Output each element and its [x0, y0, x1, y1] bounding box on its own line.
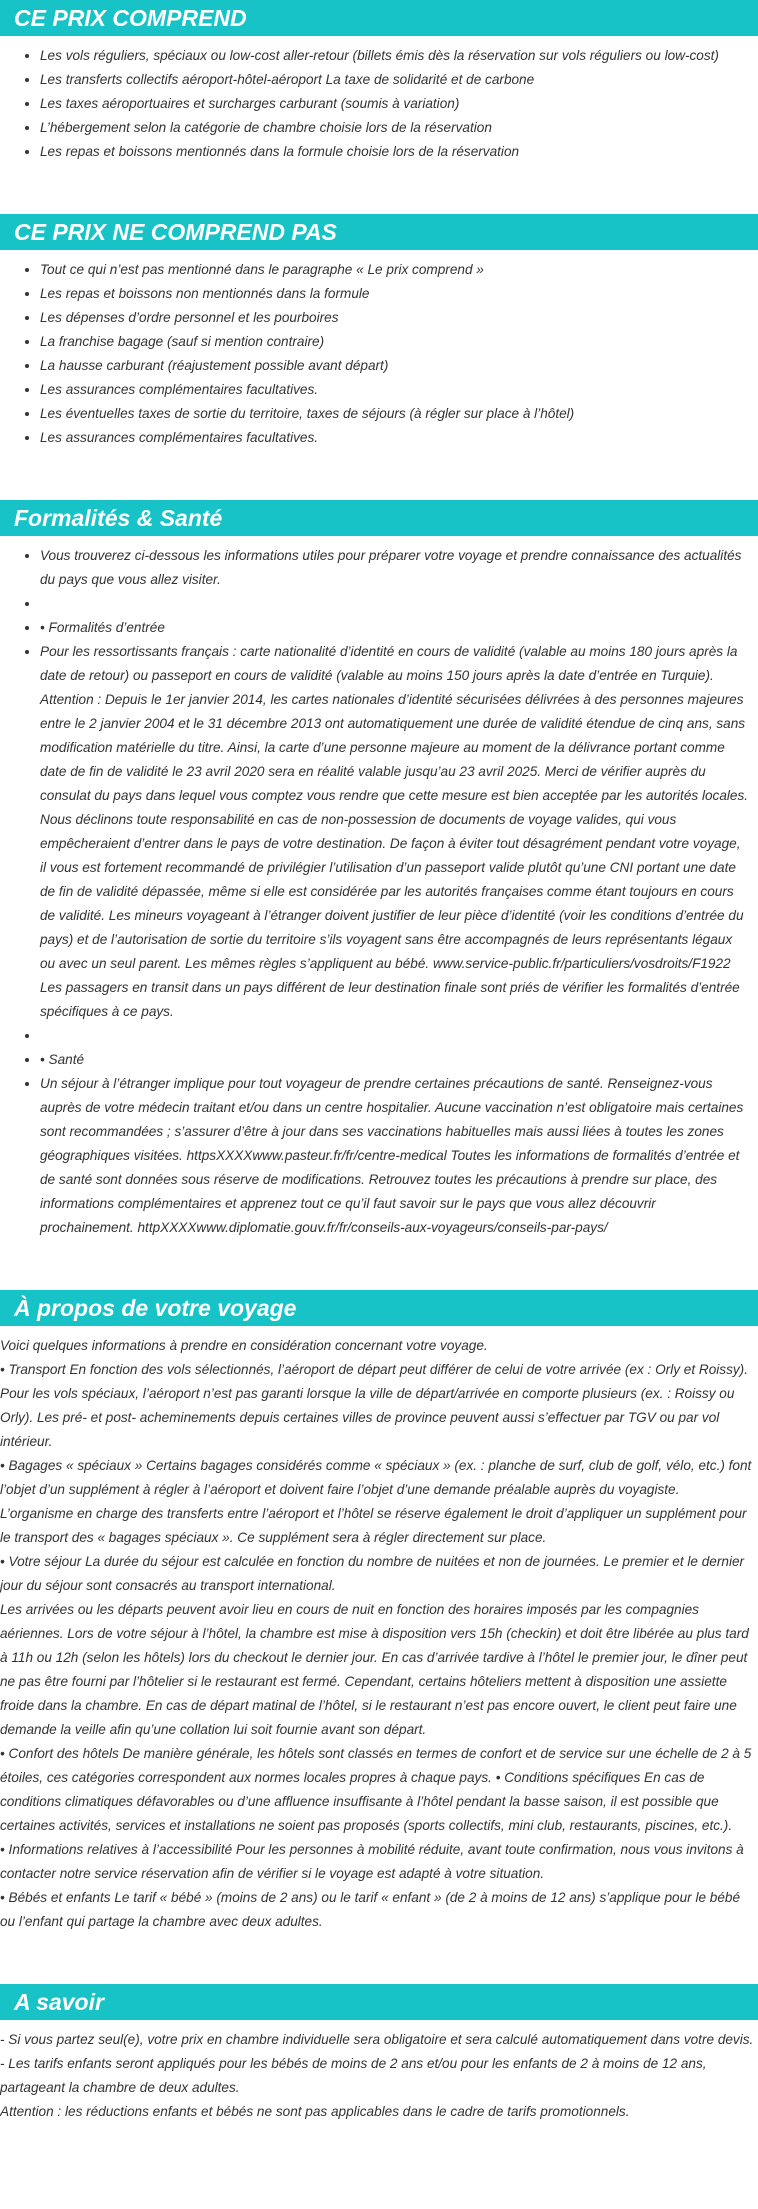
paragraph: • Bagages « spéciaux » Certains bagages considérés comme « spéciaux » (ex. : planche de surf, club de golf, vélo, etc.) font l’objet d’un supplément à régler à l’aéroport et doivent faire l’objet d’une demande préalable auprès du voyagiste. L’organisme en charge des transferts entre l’aéroport et l’hôtel se réserve également le droit d’appliquer un supplément pour le transport des « bagages spéciaux ». Ce supplément sera à régler directement sur place. [0, 1458, 752, 1545]
section-asavoir [0, 1984, 758, 2124]
section-apropos [0, 1290, 758, 1934]
section-title-formalites: Formalités & Santé [0, 500, 758, 536]
section-ne-comprend [0, 214, 758, 450]
list-item: • Vous trouverez ci-dessous les informations utiles pour préparer votre voyage et prendre connaissance des actualités du pays que vous allez visiter. [40, 544, 750, 592]
list-item: • Les assurances complémentaires facultatives. [40, 426, 750, 450]
list-item: • La hausse carburant (réajustement possible avant départ) [40, 354, 750, 378]
section-title-comprend: CE PRIX COMPREND [0, 0, 758, 36]
list-item: • Les repas et boissons mentionnés dans la formule choisie lors de la réservation [40, 140, 750, 164]
paragraph: • Bébés et enfants Le tarif « bébé » (moins de 2 ans) ou le tarif « enfant » (de 2 à moins de 12 ans) s’applique pour le bébé ou l’enfant qui partage la chambre avec deux adultes. [0, 1890, 741, 1929]
list-item: • Les dépenses d’ordre personnel et les pourboires [40, 306, 750, 330]
formalites-list [0, 536, 758, 1240]
section-title-apropos: À propos de votre voyage [0, 1290, 758, 1326]
list-item: • Tout ce qui n’est pas mentionné dans le paragraphe « Le prix comprend » [40, 258, 750, 282]
paragraph: • Confort des hôtels De manière générale, les hôtels sont classés en termes de confort et de service sur une échelle de 2 à 5 étoiles, ces catégories correspondent aux normes locales propres à chaque pays. • Conditions spécifiques En cas de conditions climatiques défavorables ou d’une affluence insuffisante à l’hôtel pendant la basse saison, il est possible que certaines activités, services et installations ne soient pas proposés (sports collectifs, mini club, restaurants, piscines, etc.). [0, 1746, 752, 1833]
list-item: • Les taxes aéroportuaires et surcharges carburant (soumis à variation) [40, 92, 750, 116]
list-item: • • Santé [40, 1048, 750, 1072]
list-item: • • Formalités d’entrée [40, 616, 750, 640]
apropos-text [0, 1326, 758, 1934]
list-item: • Pour les ressortissants français : carte nationalité d’identité en cours de validité (valable au moins 180 jours après la date de retour) ou passeport en cours de validité (valable au moins 150 jours après la date d’entrée en Turquie). Attention : Depuis le 1er janvier 2014, les cartes nationales d’identité sécurisées délivrées à des personnes majeures entre le 2 janvier 2004 et le 31 décembre 2013 ont automatiquement une durée de validité étendue de cinq ans, sans modification matérielle du titre. Ainsi, la carte d’une personne majeure au moment de la délivrance portant comme date de fin de validité le 23 avril 2020 sera en réalité valable jusqu’au 23 avril 2025. Merci de vérifier auprès du consulat du pays dans lequel vous comptez vous rendre que cette mesure est bien acceptée par les autorités locales. Nous déclinons toute responsabilité en cas de non-possession de documents de voyage valides, qui vous empêcheraient d’entrer dans le pays de votre destination. De façon à éviter tout désagrément pendant votre voyage, il vous est fortement recommandé de privilégier l’utilisation d’un passeport valide plutôt qu’une CNI portant une date de fin de validité dépassée, même si elle est considérée par les autorités françaises comme étant toujours en cours de validité. Les mineurs voyageant à l’étranger doivent justifier de leur pièce d’identité (voir les conditions d’entrée du pays) et de l’autorisation de sortie du territoire s’ils voyagent sans être accompagnés de leurs représentants légaux ou avec un seul parent. Les mêmes règles s’appliquent au bébé. www.service-public.fr/particuliers/vosdroits/F1922 Les passagers en transit dans un pays différent de leur destination finale sont priés de vérifier les formalités d’entrée spécifiques à ce pays. [40, 640, 750, 1024]
list-item: • La franchise bagage (sauf si mention contraire) [40, 330, 750, 354]
asavoir-text [0, 2020, 758, 2124]
comprend-list [0, 36, 758, 164]
ne-comprend-list [0, 250, 758, 450]
section-title-ne-comprend: CE PRIX NE COMPREND PAS [0, 214, 758, 250]
list-item: • Un séjour à l’étranger implique pour tout voyageur de prendre certaines précautions de santé. Renseignez-vous auprès de votre médecin traitant et/ou dans un centre hospitalier. Aucune vaccination n’est obligatoire mais certaines sont recommandées ; s’assurer d’être à jour dans ses vaccinations habituelles mais aussi liées à toutes les zones géographiques visitées. httpsXXXXwww.pasteur.fr/fr/centre-medical Toutes les informations de formalités d’entrée et de santé sont données sous réserve de modifications. Retrouvez toutes les précautions à prendre sur place, des informations complémentaires et apprenez tout ce qu’il faut savoir sur le pays que vous allez découvrir prochainement. httpXXXXwww.diplomatie.gouv.fr/fr/conseils-aux-voyageurs/conseils-par-pays/ [40, 1072, 750, 1240]
paragraph: Attention : les réductions enfants et bébés ne sont pas applicables dans le cadre de tarifs promotionnels. [0, 2104, 630, 2119]
list-item: • Les transferts collectifs aéroport-hôtel-aéroport La taxe de solidarité et de carbone [40, 68, 750, 92]
section-formalites [0, 500, 758, 1240]
list-item [40, 592, 750, 616]
list-item: • Les repas et boissons non mentionnés dans la formule [40, 282, 750, 306]
paragraph: - Les tarifs enfants seront appliqués pour les bébés de moins de 2 ans et/ou pour les enfants de 2 à moins de 12 ans, partageant la chambre de deux adultes. [0, 2056, 707, 2095]
list-item: • Les assurances complémentaires facultatives. [40, 378, 750, 402]
paragraph: • Informations relatives à l’accessibilité Pour les personnes à mobilité réduite, avant toute confirmation, nous vous invitons à contacter notre service réservation afin de vérifier si le voyage est adapté à votre situation. [0, 1842, 744, 1881]
paragraph: Les arrivées ou les départs peuvent avoir lieu en cours de nuit en fonction des horaires imposés par les compagnies aériennes. Lors de votre séjour à l’hôtel, la chambre est mise à disposition vers 15h (checkin) et doit être libérée au plus tard à 11h ou 12h (selon les hôtels) lors du checkout le dernier jour. En cas d’arrivée tardive à l’hôtel le premier jour, le dîner peut ne pas être fourni par l’hôtelier si le restaurant est fermé. Cependant, certains hôteliers mettent à disposition une assiette froide dans la chambre. En cas de départ matinal de l’hôtel, si le restaurant n’est pas encore ouvert, le client peut faire une demande la veille afin qu’une collation lui soit fournie avant son départ. [0, 1602, 749, 1737]
list-item: • Les vols réguliers, spéciaux ou low-cost aller-retour (billets émis dès la réservation sur vols réguliers ou low-cost) [40, 44, 750, 68]
paragraph: Voici quelques informations à prendre en considération concernant votre voyage. [0, 1338, 488, 1353]
section-title-asavoir: A savoir [0, 1984, 758, 2020]
list-item: • Les éventuelles taxes de sortie du territoire, taxes de séjours (à régler sur place à l’hôtel) [40, 402, 750, 426]
list-item: • L’hébergement selon la catégorie de chambre choisie lors de la réservation [40, 116, 750, 140]
paragraph: • Transport En fonction des vols sélectionnés, l’aéroport de départ peut différer de celui de votre arrivée (ex : Orly et Roissy). Pour les vols spéciaux, l’aéroport n’est pas garanti lorsque la ville de départ/arrivée en comporte plusieurs (ex. : Roissy ou Orly). Les pré- et post- acheminements depuis certaines villes de province peuvent aussi s’effectuer par TGV ou par vol intérieur. [0, 1362, 748, 1449]
paragraph: - Si vous partez seul(e), votre prix en chambre individuelle sera obligatoire et sera calculé automatiquement dans votre devis. [0, 2032, 754, 2047]
paragraph: • Votre séjour La durée du séjour est calculée en fonction du nombre de nuitées et non de journées. Le premier et le dernier jour du séjour sont consacrés au transport international. [0, 1554, 745, 1593]
section-comprend [0, 0, 758, 164]
list-item [40, 1024, 750, 1048]
